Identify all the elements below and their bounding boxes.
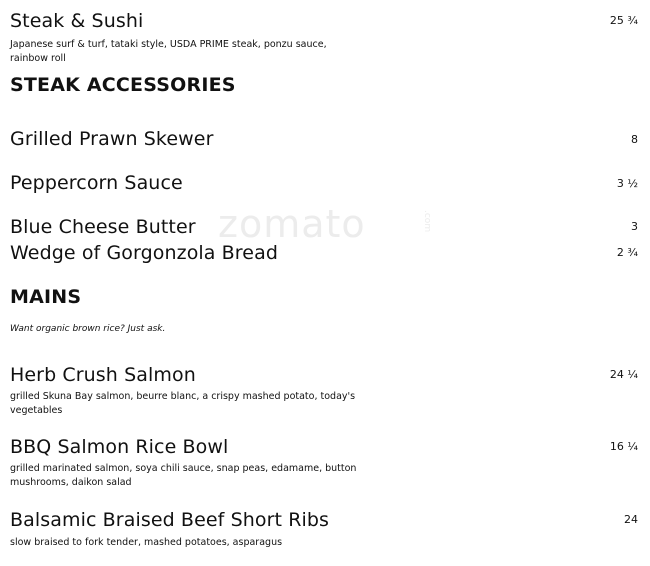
section-note: Want organic brown rice? Just ask. bbox=[10, 324, 166, 334]
menu-item-price: 25 ¾ bbox=[609, 14, 638, 27]
watermark-logo: zomato bbox=[218, 202, 366, 246]
menu-item-price: 16 ¼ bbox=[609, 440, 638, 453]
menu-item-name: Grilled Prawn Skewer bbox=[10, 128, 214, 150]
menu-item-name: Peppercorn Sauce bbox=[10, 172, 183, 194]
menu-item-price: 3 bbox=[631, 220, 638, 233]
menu-item-description: grilled marinated salmon, soya chili sauce, snap peas, edamame, button mushrooms, daikon salad bbox=[10, 463, 357, 488]
menu-item-name: Balsamic Braised Beef Short Ribs bbox=[10, 509, 330, 531]
menu-item-name: Blue Cheese Butter bbox=[10, 216, 196, 238]
watermark-suffix: .com bbox=[422, 210, 432, 233]
menu-item-name: BBQ Salmon Rice Bowl bbox=[10, 436, 229, 458]
menu-item-name: Steak & Sushi bbox=[10, 10, 144, 32]
section-heading-mains: MAINS bbox=[10, 286, 82, 308]
menu-item-name: Wedge of Gorgonzola Bread bbox=[10, 242, 278, 264]
menu-item-price: 2 ¾ bbox=[616, 246, 638, 259]
menu-item-description: Japanese surf & turf, tataki style, USDA PRIME steak, ponzu sauce, rainbow roll bbox=[10, 39, 327, 64]
section-heading-steak-accessories: STEAK ACCESSORIES bbox=[10, 74, 236, 96]
menu-item-name: Herb Crush Salmon bbox=[10, 364, 196, 386]
menu-item-description: slow braised to fork tender, mashed potatoes, asparagus bbox=[10, 537, 283, 548]
menu-item-price: 8 bbox=[631, 133, 638, 146]
menu-item-description: grilled Skuna Bay salmon, beurre blanc, a crispy mashed potato, today's vegetables bbox=[10, 391, 356, 416]
menu-item-price: 24 bbox=[624, 513, 638, 526]
menu-item-price: 3 ½ bbox=[616, 177, 638, 190]
menu-item-price: 24 ¼ bbox=[609, 368, 638, 381]
